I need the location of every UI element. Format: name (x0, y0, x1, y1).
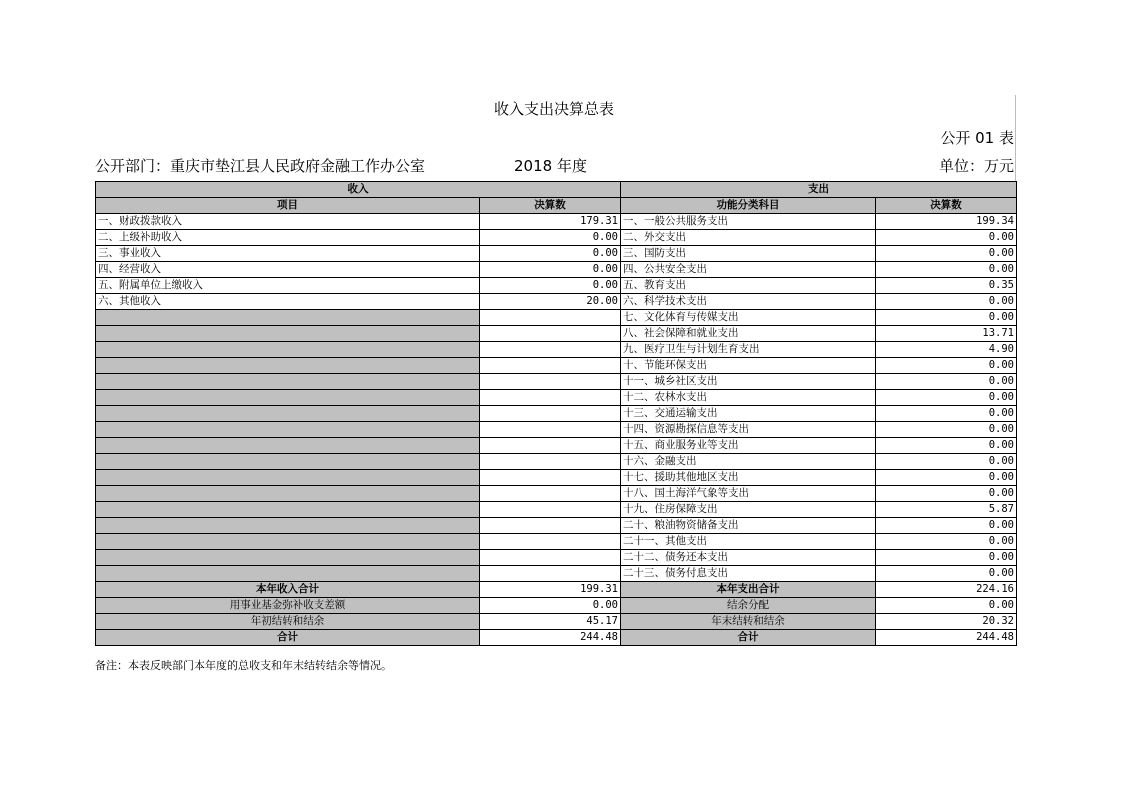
income-amount (480, 310, 621, 326)
expense-amount: 0.00 (876, 246, 1017, 262)
expense-item: 二十、粮油物资储备支出 (621, 518, 876, 534)
expense-amount: 0.00 (876, 454, 1017, 470)
income-amount (480, 534, 621, 550)
table-row (96, 470, 1017, 486)
expense-item: 九、医疗卫生与计划生育支出 (621, 342, 876, 358)
summary-expense-amount: 244.48 (876, 630, 1017, 646)
income-item (96, 518, 480, 534)
income-item (96, 566, 480, 582)
summary-row (96, 598, 1017, 614)
expense-amount: 0.00 (876, 406, 1017, 422)
expense-item: 十九、住房保障支出 (621, 502, 876, 518)
table-row (96, 262, 1017, 278)
income-amount (480, 470, 621, 486)
income-item: 三、事业收入 (96, 246, 480, 262)
summary-expense-label: 本年支出合计 (621, 582, 876, 598)
income-amount (480, 502, 621, 518)
income-item: 六、其他收入 (96, 294, 480, 310)
summary-row (96, 582, 1017, 598)
income-header: 收入 (96, 182, 621, 198)
table-row (96, 390, 1017, 406)
income-amount (480, 342, 621, 358)
income-amount: 0.00 (480, 262, 621, 278)
table-row (96, 294, 1017, 310)
table-row (96, 214, 1017, 230)
department-label: 公开部门：重庆市垫江县人民政府金融工作办公室 (95, 157, 426, 175)
expense-amount: 0.35 (876, 278, 1017, 294)
func-item-header: 功能分类科目 (621, 198, 876, 214)
expense-item: 三、国防支出 (621, 246, 876, 262)
income-item (96, 470, 480, 486)
expense-amount: 0.00 (876, 358, 1017, 374)
income-item (96, 326, 480, 342)
summary-income-label: 年初结转和结余 (96, 614, 480, 630)
income-amount (480, 438, 621, 454)
expense-amount: 4.90 (876, 342, 1017, 358)
income-amount (480, 454, 621, 470)
income-item: 五、附属单位上缴收入 (96, 278, 480, 294)
expense-amount: 199.34 (876, 214, 1017, 230)
income-item: 四、经营收入 (96, 262, 480, 278)
income-amount (480, 406, 621, 422)
form-number: 公开 01 表 (940, 129, 1014, 147)
fiscal-year: 2018 年度 (514, 157, 587, 175)
summary-expense-label: 合计 (621, 630, 876, 646)
income-item: 二、上级补助收入 (96, 230, 480, 246)
expense-item: 七、文化体育与传媒支出 (621, 310, 876, 326)
table-row (96, 422, 1017, 438)
expense-amount: 0.00 (876, 374, 1017, 390)
income-amount: 0.00 (480, 230, 621, 246)
income-item (96, 438, 480, 454)
expense-item: 十、节能环保支出 (621, 358, 876, 374)
expense-item: 十一、城乡社区支出 (621, 374, 876, 390)
income-amount (480, 358, 621, 374)
income-item (96, 310, 480, 326)
income-item (96, 422, 480, 438)
expense-item: 十八、国土海洋气象等支出 (621, 486, 876, 502)
summary-row (96, 614, 1017, 630)
table-row (96, 534, 1017, 550)
expense-amount: 0.00 (876, 518, 1017, 534)
expense-amount: 0.00 (876, 294, 1017, 310)
summary-income-amount: 0.00 (480, 598, 621, 614)
expense-amount: 0.00 (876, 390, 1017, 406)
expense-amount: 0.00 (876, 486, 1017, 502)
income-amount (480, 486, 621, 502)
expense-amount: 13.71 (876, 326, 1017, 342)
table-row (96, 438, 1017, 454)
footnote: 备注：本表反映部门本年度的总收支和年末结转结余等情况。 (95, 659, 392, 672)
income-item (96, 454, 480, 470)
expense-item: 二、外交支出 (621, 230, 876, 246)
income-amount (480, 422, 621, 438)
table-row (96, 374, 1017, 390)
income-amount: 0.00 (480, 278, 621, 294)
summary-income-label: 用事业基金弥补收支差额 (96, 598, 480, 614)
expense-amount: 0.00 (876, 534, 1017, 550)
income-item (96, 358, 480, 374)
summary-income-label: 本年收入合计 (96, 582, 480, 598)
expense-amount: 0.00 (876, 422, 1017, 438)
table-header-row (96, 182, 1017, 198)
summary-income-amount: 199.31 (480, 582, 621, 598)
income-item (96, 390, 480, 406)
summary-income-amount: 244.48 (480, 630, 621, 646)
income-amount: 0.00 (480, 246, 621, 262)
table-row (96, 326, 1017, 342)
income-amount (480, 566, 621, 582)
table-row (96, 310, 1017, 326)
table-row (96, 246, 1017, 262)
income-amount (480, 550, 621, 566)
table-subheader-row (96, 198, 1017, 214)
summary-expense-amount: 224.16 (876, 582, 1017, 598)
expense-amount: 0.00 (876, 230, 1017, 246)
expense-item: 八、社会保障和就业支出 (621, 326, 876, 342)
expense-amount: 5.87 (876, 502, 1017, 518)
income-amount: 20.00 (480, 294, 621, 310)
expense-item: 十二、农林水支出 (621, 390, 876, 406)
table-row (96, 550, 1017, 566)
table-row (96, 406, 1017, 422)
expense-item: 一、一般公共服务支出 (621, 214, 876, 230)
amount-header-2: 决算数 (876, 198, 1017, 214)
expense-amount: 0.00 (876, 262, 1017, 278)
income-amount (480, 374, 621, 390)
income-amount: 179.31 (480, 214, 621, 230)
expense-item: 二十三、债务付息支出 (621, 566, 876, 582)
table-row (96, 358, 1017, 374)
summary-expense-label: 结余分配 (621, 598, 876, 614)
summary-income-label: 合计 (96, 630, 480, 646)
expense-item: 十三、交通运输支出 (621, 406, 876, 422)
summary-income-amount: 45.17 (480, 614, 621, 630)
expense-item: 五、教育支出 (621, 278, 876, 294)
table-row (96, 486, 1017, 502)
summary-row (96, 630, 1017, 646)
expense-amount: 0.00 (876, 566, 1017, 582)
income-item: 一、财政拨款收入 (96, 214, 480, 230)
expense-amount: 0.00 (876, 438, 1017, 454)
expense-item: 十五、商业服务业等支出 (621, 438, 876, 454)
summary-expense-label: 年末结转和结余 (621, 614, 876, 630)
table-row (96, 566, 1017, 582)
table-row (96, 518, 1017, 534)
unit-label: 单位：万元 (938, 157, 1014, 175)
income-item (96, 550, 480, 566)
expense-amount: 0.00 (876, 470, 1017, 486)
expense-amount: 0.00 (876, 550, 1017, 566)
expense-item: 二十二、债务还本支出 (621, 550, 876, 566)
expense-amount: 0.00 (876, 310, 1017, 326)
income-item (96, 406, 480, 422)
expense-item: 四、公共安全支出 (621, 262, 876, 278)
expense-item: 六、科学技术支出 (621, 294, 876, 310)
income-item (96, 486, 480, 502)
income-item (96, 342, 480, 358)
table-row (96, 230, 1017, 246)
amount-header: 决算数 (480, 198, 621, 214)
expense-header: 支出 (621, 182, 1017, 198)
income-item (96, 374, 480, 390)
income-item (96, 534, 480, 550)
table-row (96, 278, 1017, 294)
table-row (96, 502, 1017, 518)
summary-expense-amount: 0.00 (876, 598, 1017, 614)
table-row (96, 342, 1017, 358)
income-amount (480, 518, 621, 534)
expense-item: 十七、援助其他地区支出 (621, 470, 876, 486)
report-title: 收入支出决算总表 (493, 100, 614, 118)
income-amount (480, 390, 621, 406)
income-amount (480, 326, 621, 342)
summary-expense-amount: 20.32 (876, 614, 1017, 630)
expense-item: 十六、金融支出 (621, 454, 876, 470)
budget-table (95, 181, 1017, 646)
expense-item: 十四、资源勘探信息等支出 (621, 422, 876, 438)
income-item (96, 502, 480, 518)
item-header: 项目 (96, 198, 480, 214)
table-row (96, 454, 1017, 470)
expense-item: 二十一、其他支出 (621, 534, 876, 550)
